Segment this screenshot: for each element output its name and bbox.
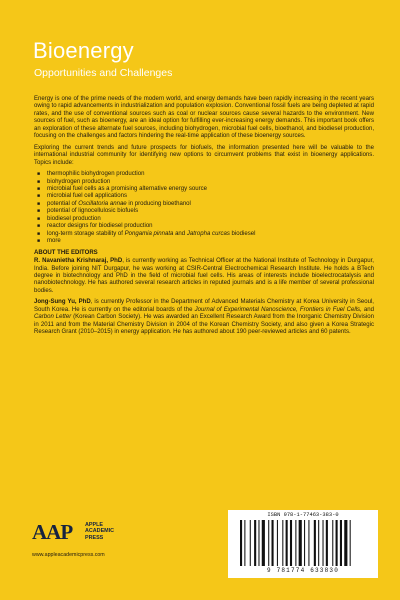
- editor1-bio: R. Navanietha Krishnaraj, PhD, is currently working as Technical Officer at the National Institute of Technology in Durgapur, India. Before joining NIT Durgapur, he was working at CSIR-Central Electrochemical Research Institute. He holds a BTech degree in biotechnology and PhD in the field of microbial fuel cells. His areas of interests include bioelectrocatalysis and nanobiotechnology. He has authored several research articles in reputed journals and is a life member of several professional bodies.: [34, 258, 374, 294]
- barcode-box: [228, 510, 378, 578]
- publisher-name: APPLE ACADEMIC PRESS: [85, 522, 115, 541]
- barcode-digits: 9 781774 633830: [266, 567, 339, 574]
- list-item: ■ potential of lignocellulosic biofuels: [34, 208, 374, 215]
- list-item: ■ potential of Oscillatoria annae in producing bioethanol: [34, 201, 374, 208]
- editor1-name: R. Navanietha Krishnaraj, PhD: [34, 258, 123, 265]
- list-item: ■ biohydrogen production: [34, 179, 374, 186]
- barcode-icon: [240, 520, 366, 566]
- isbn-text: ISBN 978-1-77463-383-0: [267, 512, 339, 518]
- list-item: ■ thermophilic biohydrogen production: [34, 171, 374, 178]
- topics-list: [34, 171, 374, 246]
- intro-paragraph: Energy is one of the prime needs of the modern world, and energy demands have been rapidly increasing in the recent years owing to rapid advancements in industrialization and population explosion. Conventional fossil fuels are being depleted at rapid rates, and the use of conventional sources such as coal or nuclear sources cause several hazards to the environment. New sources of fuel, such as bioenergy, are an ideal option for fulfilling ever-increasing energy demands. This important book offers an exploration of these alternate fuel sources, including biohydrogen, microbial fuel cells, bioethanol, and biodiesel production, focusing on the challenges and factors hindering the real-time application of these bioenergy sources.: [34, 96, 374, 140]
- list-item: ■ reactor designs for biodiesel production: [34, 223, 374, 230]
- page-subtitle: Opportunities and Challenges: [34, 67, 173, 79]
- editors-heading: ABOUT THE EDITORS: [34, 249, 98, 256]
- back-cover-text: [34, 96, 374, 341]
- list-item: ■ biodiesel production: [34, 216, 374, 223]
- exploring-paragraph: Exploring the current trends and future prospects for biofuels, the information presented here will be valuable to the international industrial community for identifying new options to circumvent problems that exist in bioenergy applications. Topics include:: [34, 144, 374, 166]
- editor2-bio: Jong-Sung Yu, PhD, is currently Professor in the Department of Advanced Materials Chemistry at Korea University in Seoul, South Korea. He is currently on the editorial boards of the Journal of Experimental Nanoscience, Frontiers in Fuel Cells, and Carbon Letter (Korean Carbon Society). He was awarded an Excellent Research Award from the Inorganic Chemistry Division in 2011 and from the Material Chemistry Division in 2004 of the Korean Chemistry Society, and also given a Korea Strategic Research Grant (2010–2015) in energy application. He has authored about 190 peer-reviewed articles and 60 patents.: [34, 299, 374, 336]
- publisher-block: [32, 520, 172, 570]
- publisher-logo: AAP: [32, 520, 73, 544]
- list-item: ■ microbial fuel cells as a promising alternative energy source: [34, 186, 374, 193]
- list-item: ■ more: [34, 238, 374, 245]
- list-item: ■ long-term storage stability of Pongamia pinnata and Jatropha curcas biodiesel: [34, 231, 374, 238]
- publisher-url: www.appleacademicpress.com: [32, 552, 105, 558]
- page-title: Bioenergy: [33, 38, 134, 63]
- list-item: ■ microbial fuel cell applications: [34, 193, 374, 200]
- editor2-name: Jong-Sung Yu, PhD: [34, 299, 91, 306]
